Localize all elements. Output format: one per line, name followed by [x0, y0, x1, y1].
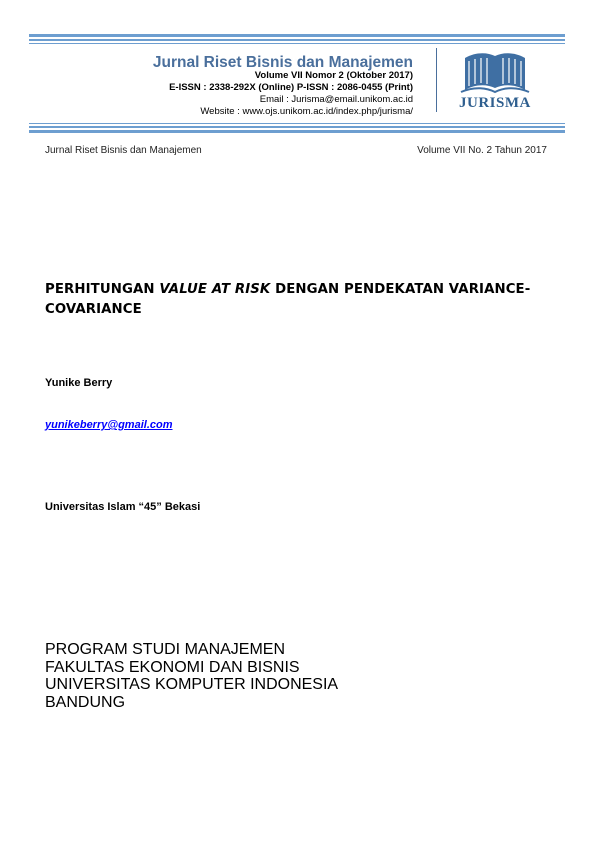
bottom-stripe-1	[29, 123, 565, 124]
article-title	[45, 280, 555, 320]
program-line-2: FAKULTAS EKONOMI DAN BISNIS	[45, 658, 300, 676]
author-name: Yunike Berry	[45, 377, 113, 389]
email-line: Email : Jurisma@email.unikom.ac.id	[259, 94, 413, 105]
volume-line: Volume VII Nomor 2 (Oktober 2017)	[254, 70, 413, 81]
author-affiliation: Universitas Islam “45” Bekasi	[45, 501, 201, 513]
title-part-2: DENGAN PENDEKATAN VARIANCE-COVARIANCE	[45, 282, 531, 317]
bottom-stripe-3	[29, 130, 565, 133]
jurisma-logo-text: JURISMA	[459, 95, 531, 111]
title-part-1: PERHITUNGAN	[45, 282, 160, 297]
bottom-stripe-2	[29, 126, 565, 128]
journal-masthead	[0, 0, 595, 130]
website-line: Website : www.ojs.unikom.ac.id/index.php/jurisma/	[200, 106, 413, 117]
program-block	[45, 641, 338, 711]
program-line-3: UNIVERSITAS KOMPUTER INDONESIA	[45, 676, 339, 693]
author-email-link[interactable]: yunikeberry@gmail.com	[45, 419, 173, 431]
running-header-volume: Volume VII No. 2 Tahun 2017	[417, 145, 547, 156]
title-italic: VALUE AT RISK	[159, 282, 271, 297]
issn-line: E-ISSN : 2338-292X (Online) P-ISSN : 2086-0455 (Print)	[169, 82, 413, 93]
top-stripe-2	[29, 39, 565, 41]
journal-name: Jurnal Riset Bisnis dan Manajemen	[152, 54, 413, 71]
top-stripe-3	[29, 43, 565, 44]
program-line-4: BANDUNG	[45, 693, 126, 711]
running-header-journal: Jurnal Riset Bisnis dan Manajemen	[45, 145, 202, 156]
top-stripe-1	[29, 34, 565, 37]
masthead-divider	[436, 48, 437, 112]
program-line-1: PROGRAM STUDI MANAJEMEN	[45, 641, 286, 658]
